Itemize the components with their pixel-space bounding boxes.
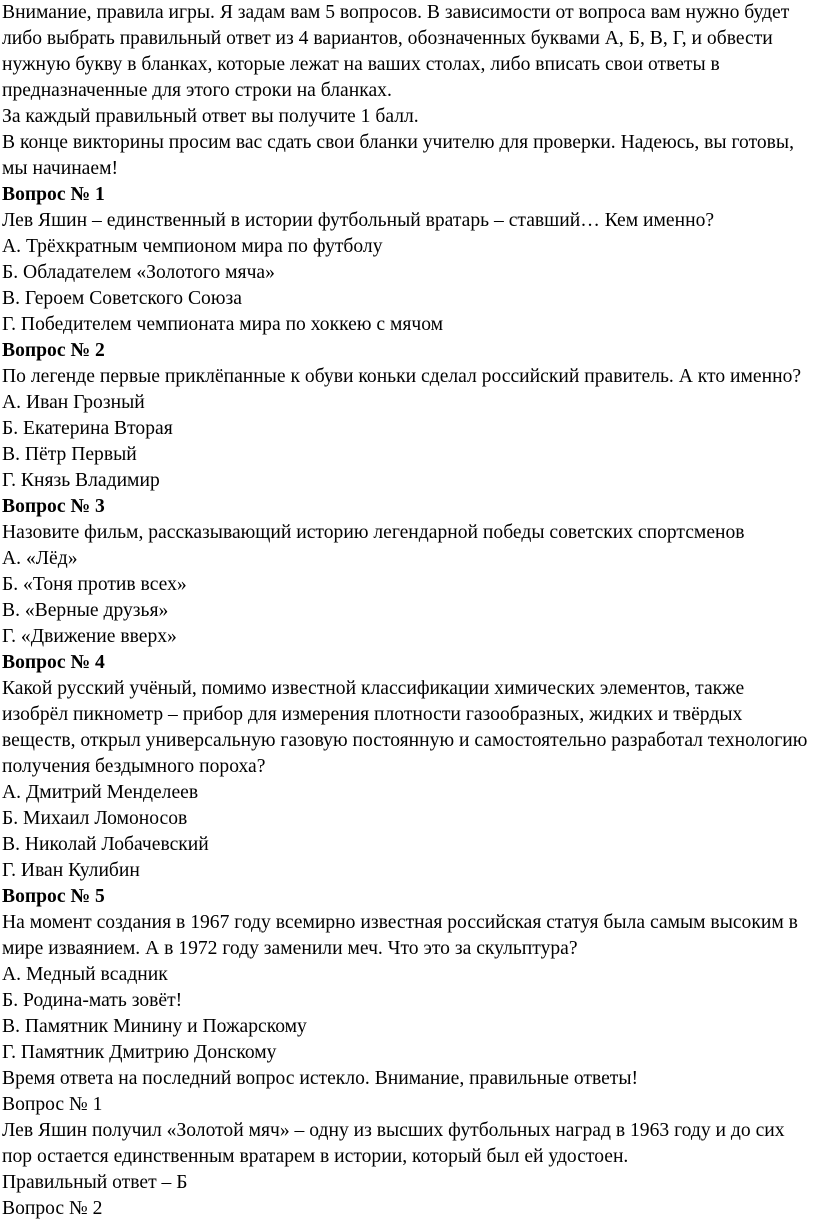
question-text: На момент создания в 1967 году всемирно известная российская статуя была самым высоким в мире изваянием. А в 1972 году заменили меч. Что это за скульптура? [2,912,798,959]
question-text: Назовите фильм, рассказывающий историю легендарной победы советских спортсменов [2,522,745,543]
correct-answer: Правильный ответ – Б [2,1172,188,1193]
question-text: Какой русский учёный, помимо известной классификации химических элементов, также изобрёл пикнометр – прибор для измерения плотности газообразных, жидких и твёрдых веществ, открыл универсальную газовую постоянную и самостоятельно разработал технологию получения бездымного пороха? [2,678,808,777]
question-heading: Вопрос № 1 [2,184,105,205]
question-heading: Вопрос № 2 [2,340,105,361]
answer-option: В. «Верные друзья» [2,600,169,621]
answers-section [2,1066,814,1222]
question-heading: Вопрос № 4 [2,652,105,673]
answer-option: В. Пётр Первый [2,444,137,465]
answer-heading: Вопрос № 2 [2,1198,103,1219]
answer-option: А. Дмитрий Менделеев [2,782,199,803]
question-text: По легенде первые приклёпанные к обуви коньки сделал российский правитель. А кто именно? [2,366,802,387]
question-heading: Вопрос № 5 [2,886,105,907]
question-block [2,338,814,494]
answer-heading: Вопрос № 1 [2,1094,103,1115]
answer-option: Б. Екатерина Вторая [2,418,173,439]
question-block [2,494,814,650]
question-heading: Вопрос № 3 [2,496,105,517]
answer-option: В. Николай Лобачевский [2,834,209,855]
intro-points: За каждый правильный ответ вы получите 1 балл. [2,106,419,127]
answer-option: Б. Михаил Ломоносов [2,808,188,829]
answer-option: Г. Иван Кулибин [2,860,140,881]
answer-option: Г. Памятник Дмитрию Донскому [2,1042,277,1063]
question-block [2,884,814,1066]
answer-option: А. Иван Грозный [2,392,145,413]
answer-option: А. Трёхкратным чемпионом мира по футболу [2,236,383,257]
answer-explanation: Лев Яшин получил «Золотой мяч» – одну из высших футбольных наград в 1963 году и до сих пор остается единственным вратарем в истории, который был ей удостоен. [2,1120,785,1167]
answer-option: Г. Князь Владимир [2,470,160,491]
answer-option: В. Памятник Минину и Пожарскому [2,1016,307,1037]
answer-option: Б. «Тоня против всех» [2,574,187,595]
answer-option: Г. Победителем чемпионата мира по хоккею с мячом [2,314,444,335]
intro-closing: В конце викторины просим вас сдать свои бланки учителю для проверки. Надеюсь, вы готовы, мы начинаем! [2,132,794,179]
question-block [2,650,814,884]
answer-option: Г. «Движение вверх» [2,626,177,647]
intro-rules: Внимание, правила игры. Я задам вам 5 вопросов. В зависимости от вопроса вам нужно будет либо выбрать правильный ответ из 4 вариантов, обозначенных буквами А, Б, В, Г, и обвести нужную букву в бланках, которые лежат на ваших столах, либо вписать свои ответы в предназначенные для этого строки на бланках. [2,2,790,101]
question-block [2,182,814,338]
answers-intro: Время ответа на последний вопрос истекло. Внимание, правильные ответы! [2,1068,639,1089]
answer-option: А. Медный всадник [2,964,168,985]
answer-option: А. «Лёд» [2,548,78,569]
question-text: Лев Яшин – единственный в истории футбольный вратарь – ставший… Кем именно? [2,210,715,231]
answer-option: В. Героем Советского Союза [2,288,242,309]
answer-option: Б. Родина-мать зовёт! [2,990,183,1011]
answer-option: Б. Обладателем «Золотого мяча» [2,262,275,283]
